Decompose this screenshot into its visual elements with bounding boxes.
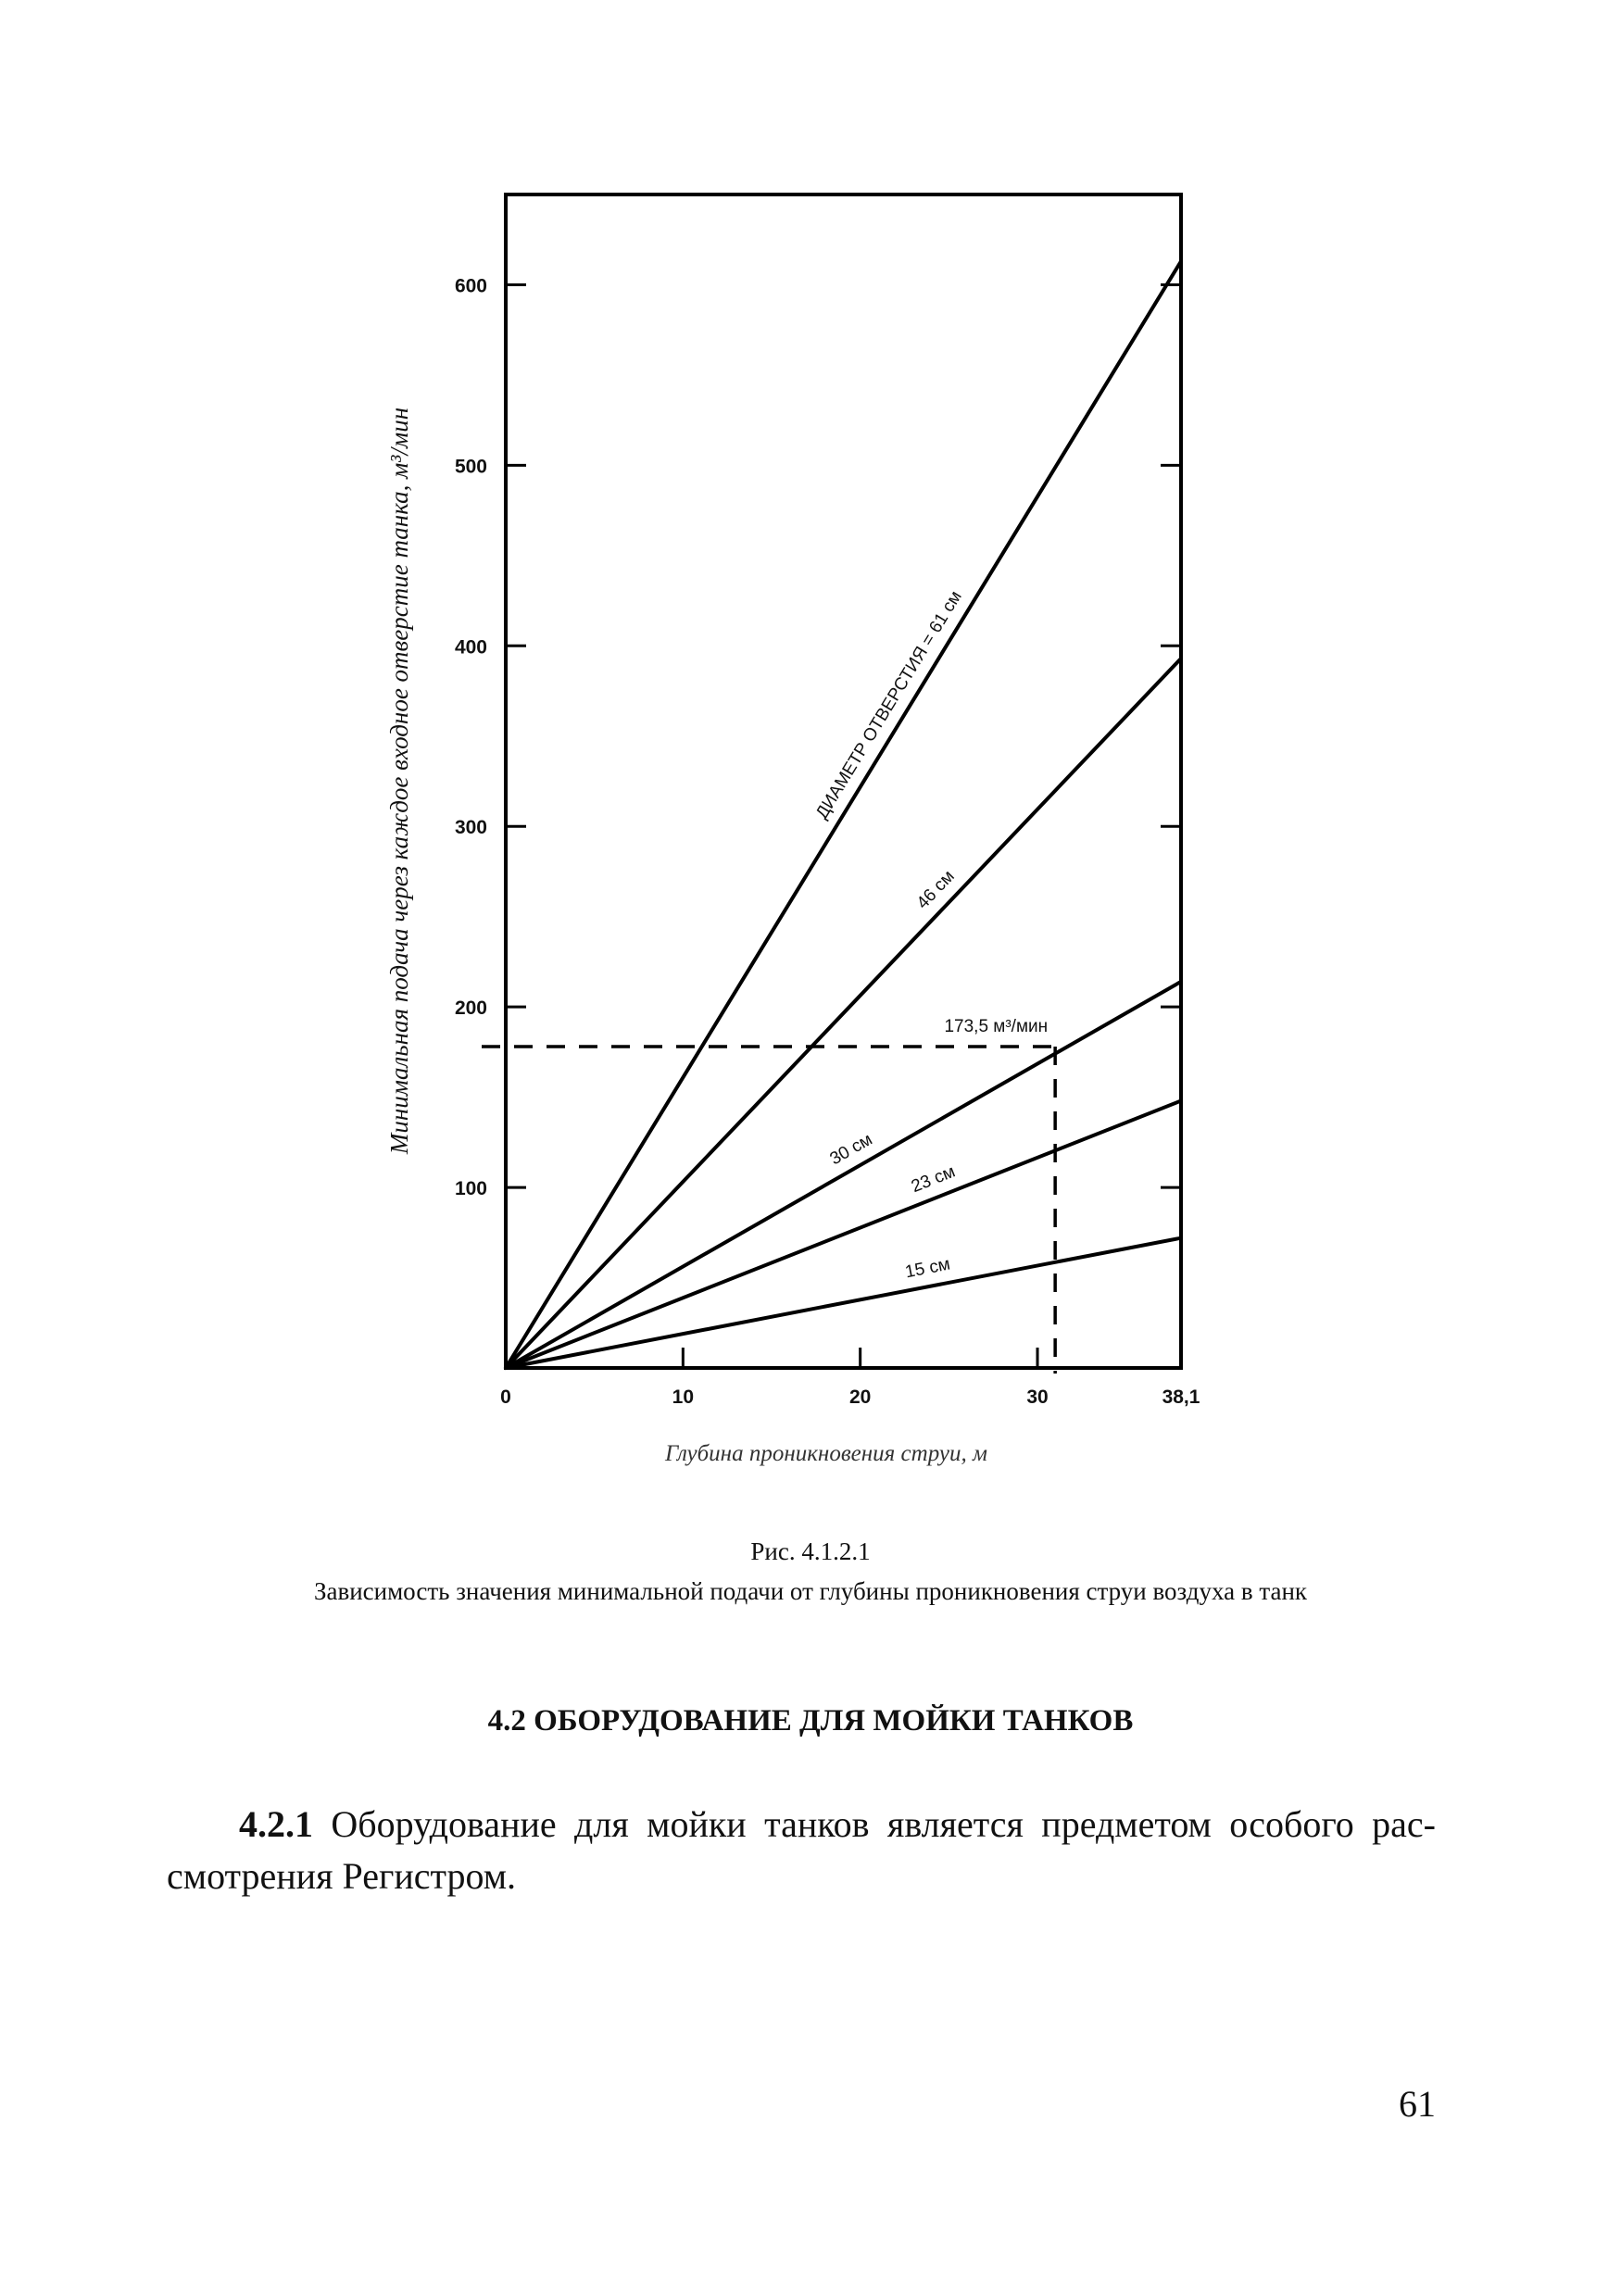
y-tick-label: 600: [454, 275, 487, 297]
x-tick-label: 38,1: [1162, 1386, 1200, 1408]
y-tick-label: 100: [454, 1178, 487, 1200]
series-line-3: [506, 1101, 1181, 1368]
y-tick-label: 200: [454, 997, 487, 1020]
paragraph-line-2: смотрения Регистром.: [167, 1855, 517, 1897]
y-axis-label: Минимальная подача через каждое входное отверстие танка, м³/мин: [385, 407, 413, 1155]
series-label-3: 23 см: [908, 1161, 959, 1198]
figure-caption: Зависимость значения минимальной подачи от глубины проникновения струи воздуха в танк: [313, 1577, 1308, 1605]
x-tick-label: 10: [672, 1386, 695, 1408]
series-line-4: [506, 1238, 1181, 1368]
y-tick-label: 500: [454, 456, 487, 478]
x-axis-label: Глубина проникновения струи, м: [665, 1441, 987, 1466]
paragraph-line-1: [167, 1799, 1436, 1851]
y-tick-label: 400: [454, 636, 487, 659]
reference-lines: [482, 1017, 1055, 1374]
page-number: 61: [1399, 2083, 1436, 2125]
paragraph-text-1: Оборудование для мойки танков является предметом особого рас-: [331, 1803, 1437, 1845]
x-tick-label: 20: [848, 1386, 872, 1408]
series-line-0: [506, 261, 1181, 1368]
y-tick-label: 300: [454, 817, 487, 839]
section-heading: 4.2 ОБОРУДОВАНИЕ ДЛЯ МОЙКИ ТАНКОВ: [487, 1704, 1134, 1738]
x-tick-label: 0: [500, 1386, 511, 1408]
series-label-0: ДИАМЕТР ОТВЕРСТИЯ = 61 см: [811, 587, 966, 822]
series-label-1: 46 см: [912, 866, 959, 913]
series-label-4: 15 см: [903, 1254, 952, 1283]
y-axis: [455, 275, 1181, 1199]
series-line-2: [506, 982, 1181, 1368]
paragraph-number: 4.2.1: [239, 1803, 313, 1845]
series-layer: [506, 261, 1181, 1368]
reference-label: 173,5 м³/мин: [944, 1017, 1049, 1037]
paragraph: [167, 1799, 1436, 1902]
x-tick-label: 30: [1026, 1386, 1049, 1408]
series-label-2: 30 см: [826, 1129, 876, 1170]
figure-number: Рис. 4.1.2.1: [750, 1537, 871, 1565]
x-axis: [500, 1348, 1200, 1408]
